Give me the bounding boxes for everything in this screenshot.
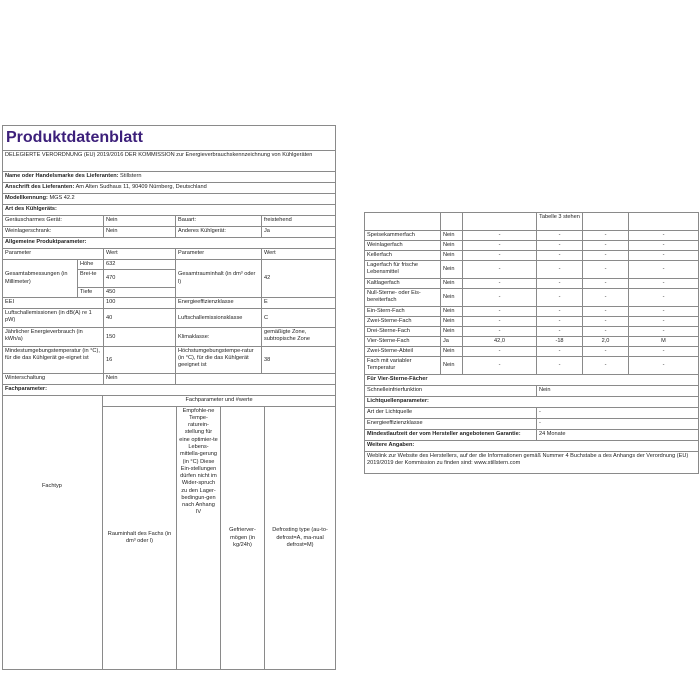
compartment-temperature: -18 xyxy=(537,337,583,347)
type-row xyxy=(3,227,336,238)
compartment-freezing: - xyxy=(583,307,629,317)
compartment-name: Kaltlagerfach xyxy=(365,279,441,289)
more-info-heading: Weitere Angaben: xyxy=(365,441,699,452)
empty-cell xyxy=(3,396,103,670)
winter-label: Winterschaltung xyxy=(3,374,104,385)
compartment-freezing: - xyxy=(583,347,629,357)
compartment-row xyxy=(365,357,699,375)
supplier-name-label: Name oder Handelsmarke des Lieferanten: xyxy=(5,172,119,179)
compartment-freezing: - xyxy=(583,327,629,337)
compartment-volume: - xyxy=(463,231,537,241)
param-label: Mindestumgebungstemperatur (in °C), für die das Kühlgerät ge-eignet ist xyxy=(3,347,104,374)
param-value: E xyxy=(262,298,336,309)
light-type-label: Art der Lichtquelle xyxy=(365,408,537,419)
compartment-temperature: - xyxy=(537,327,583,337)
compartment-name: Zwei-Sterne-Fach xyxy=(365,317,441,327)
value-header: Wert xyxy=(104,249,176,260)
appliance-type-heading: Art des Kühlgeräts: xyxy=(3,205,336,216)
type-value: freistehend xyxy=(262,216,336,227)
param-value: C xyxy=(262,309,336,328)
compartment-freezing: - xyxy=(583,231,629,241)
general-row xyxy=(3,347,336,374)
compartment-freezing: - xyxy=(583,261,629,279)
compartment-defrost: - xyxy=(629,357,699,375)
param-value: 38 xyxy=(262,347,336,374)
height-label: Höhe xyxy=(78,260,104,270)
empty-cell xyxy=(441,213,463,231)
compartment-defrost: - xyxy=(629,289,699,307)
compartment-name: Kellerfach xyxy=(365,251,441,261)
compartment-temperature: - xyxy=(537,317,583,327)
compartment-row xyxy=(365,289,699,307)
compartment-row xyxy=(365,347,699,357)
compartment-temperature: - xyxy=(537,279,583,289)
compartment-defrost: - xyxy=(629,317,699,327)
compartment-present: Nein xyxy=(441,327,463,337)
param-label: Luftschallemissionsklasse xyxy=(176,309,262,328)
compartment-defrost: - xyxy=(629,327,699,337)
page-title: Produktdatenblatt xyxy=(3,126,336,151)
compartment-present: Nein xyxy=(441,357,463,375)
param-label: Jährlicher Energieverbrauch (in kWh/a) xyxy=(3,328,104,347)
compartment-name: Vier-Sterne-Fach xyxy=(365,337,441,347)
compartment-row xyxy=(365,241,699,251)
compartment-temperature: - xyxy=(537,307,583,317)
compartment-volume: 42,0 xyxy=(463,337,537,347)
compartment-present: Nein xyxy=(441,261,463,279)
compartment-freezing: 2,0 xyxy=(583,337,629,347)
depth-label: Tiefe xyxy=(78,288,104,298)
compartment-defrost: - xyxy=(629,241,699,251)
param-header: Parameter xyxy=(176,249,262,260)
warranty-value: 24 Monate xyxy=(537,430,699,441)
compartment-row xyxy=(365,261,699,279)
param-label: EEI xyxy=(3,298,104,309)
fast-freeze-value: Nein xyxy=(537,386,699,397)
compartment-freezing: - xyxy=(583,289,629,307)
compartment-defrost: - xyxy=(629,307,699,317)
more-info-text: Weblink zur Website des Herstellers, auf der die Informationen gemäß Nummer 4 Buchstabe a des Anhangs der Verordnung (EU) 2019/2019 der Kommission zu finden sind: www.stillstern.com xyxy=(365,452,699,474)
compartment-volume: - xyxy=(463,357,537,375)
param-label: Luftschallemissionen (in dB(A) re 1 pW) xyxy=(3,309,104,328)
compartments-table xyxy=(364,212,699,375)
compartment-freezing: - xyxy=(583,317,629,327)
freezing-column-header: Gefrierver-mögen (in kg/24h) xyxy=(221,407,265,670)
model-id: MGS 42.2 xyxy=(49,194,75,201)
compartment-type-header: Fachtyp xyxy=(42,483,62,489)
light-class-value: - xyxy=(537,419,699,430)
compartment-temperature: - xyxy=(537,261,583,279)
param-header-row xyxy=(3,249,336,260)
compartment-present: Nein xyxy=(441,251,463,261)
winter-row xyxy=(3,374,336,385)
compartment-volume: - xyxy=(463,327,537,337)
compartment-temperature: - xyxy=(537,289,583,307)
empty-cell xyxy=(365,213,441,231)
compartment-defrost: - xyxy=(629,231,699,241)
supplier-address: Am Alten Sudhaus 11, 90409 Nürnberg, Deutschland xyxy=(75,183,207,190)
light-source-heading: Lichtquellenparameter: xyxy=(365,397,699,408)
type-value: Nein xyxy=(104,227,176,238)
type-label: Anderes Kühlgerät: xyxy=(176,227,262,238)
param-value: 16 xyxy=(104,347,176,374)
value-header: Wert xyxy=(262,249,336,260)
defrost-column-header: Defrosting type (au-to-defrost=A, ma-nual defrost=M) xyxy=(265,407,336,670)
compartment-name: Weinlagerfach xyxy=(365,241,441,251)
supplier-address-row xyxy=(3,183,336,194)
compartment-row xyxy=(365,317,699,327)
empty-cell xyxy=(583,213,629,231)
param-label: Energieeffizienzklasse xyxy=(176,298,262,309)
supplier-address-label: Anschrift des Lieferanten: xyxy=(5,183,75,190)
param-value: 40 xyxy=(104,309,176,328)
compartment-freezing: - xyxy=(583,251,629,261)
compartment-name: Zwei-Sterne-Abteil xyxy=(365,347,441,357)
light-class-label: Energieeffizienzklasse xyxy=(365,419,537,430)
param-value: gemäßigte Zone, subtropische Zone xyxy=(262,328,336,347)
dimensions-table xyxy=(2,259,336,396)
type-value: Nein xyxy=(104,216,176,227)
compartment-defrost: - xyxy=(629,261,699,279)
supplier-name-row xyxy=(3,172,336,183)
compartment-params-header: Fachparameter und #werte xyxy=(103,396,336,407)
type-label: Weinlagerschrank: xyxy=(3,227,104,238)
volume-value: 42 xyxy=(262,260,336,298)
compartment-volume: - xyxy=(463,347,537,357)
compartment-volume: - xyxy=(463,279,537,289)
compartment-present: Nein xyxy=(441,289,463,307)
compartment-params-heading: Fachparameter: xyxy=(3,385,336,396)
compartment-name: Speisekammerfach xyxy=(365,231,441,241)
compartment-temperature: - xyxy=(537,241,583,251)
general-row xyxy=(3,328,336,347)
compartment-volume: - xyxy=(463,261,537,279)
compartment-name: Lagerfach für frische Lebensmittel xyxy=(365,261,441,279)
height-value: 632 xyxy=(104,260,176,270)
compartment-volume: - xyxy=(463,289,537,307)
type-row xyxy=(3,216,336,227)
volume-label: Gesamtrauminhalt (in dm³ oder l) xyxy=(176,260,262,298)
param-value: 150 xyxy=(104,328,176,347)
general-row xyxy=(3,309,336,328)
compartment-name: Drei-Sterne-Fach xyxy=(365,327,441,337)
compartment-name: Ein-Stern-Fach xyxy=(365,307,441,317)
winter-value: Nein xyxy=(104,374,176,385)
temperature-column-header: Empfohle-ne Tempe-raturein-stellung für eine optimier-te Lebens-mittella-gerung (in °C) Diese Ein-stellungen dürfen nicht im Wider-spruch zu den Lager-bedingun-gen nach Anhang IV xyxy=(177,407,221,670)
compartment-defrost: - xyxy=(629,279,699,289)
regulation-text: DELEGIERTE VERORDNUNG (EU) 2019/2016 DER KOMMISSION zur Energieverbrauchskennzeichnung von Kühlgeräten xyxy=(3,151,336,172)
compartment-freezing: - xyxy=(583,279,629,289)
compartment-volume: - xyxy=(463,307,537,317)
fast-freeze-label: Schnelleinfrierfunktion xyxy=(365,386,537,397)
compartment-freezing: - xyxy=(583,241,629,251)
compartment-temperature: - xyxy=(537,347,583,357)
param-value: 100 xyxy=(104,298,176,309)
compartment-volume: - xyxy=(463,317,537,327)
compartment-name: Fach mit variabler Temperatur xyxy=(365,357,441,375)
compartment-row xyxy=(365,337,699,347)
datasheet-page-1 xyxy=(2,125,335,693)
compartment-volume: - xyxy=(463,251,537,261)
compartment-name: Null-Sterne- oder Eis-bereiterfach xyxy=(365,289,441,307)
compartment-row xyxy=(365,279,699,289)
type-label: Geräuscharmes Gerät: xyxy=(3,216,104,227)
model-label: Modellkennung: xyxy=(5,194,48,201)
general-row xyxy=(3,298,336,309)
compartment-row xyxy=(365,251,699,261)
compartment-volume: - xyxy=(463,241,537,251)
compartment-present: Nein xyxy=(441,279,463,289)
volume-column-header: Rauminhalt des Fachs (in dm³ oder l) xyxy=(103,407,177,670)
compartment-present: Ja xyxy=(441,337,463,347)
compartment-freezing: - xyxy=(583,357,629,375)
compartment-temperature: - xyxy=(537,251,583,261)
general-params-heading: Allgemeine Produktparameter: xyxy=(3,238,336,249)
empty-cell xyxy=(629,213,699,231)
datasheet-page-2 xyxy=(364,212,698,482)
extra-params-table xyxy=(364,374,699,474)
dimensions-label: Gesamtabmessungen (in Millimeter) xyxy=(3,260,78,298)
compartment-row xyxy=(365,231,699,241)
warranty-label: Mindestlaufzeit der vom Hersteller angebotenen Garantie: xyxy=(365,430,537,441)
depth-value: 450 xyxy=(104,288,176,298)
compartment-temperature: - xyxy=(537,357,583,375)
param-header: Parameter xyxy=(3,249,104,260)
model-row xyxy=(3,194,336,205)
type-label: Bauart: xyxy=(176,216,262,227)
param-label: Klimaklasse: xyxy=(176,328,262,347)
compartment-defrost: - xyxy=(629,251,699,261)
supplier-name: Stillstern xyxy=(120,172,142,179)
compartment-table xyxy=(2,395,336,670)
compartment-temperature: - xyxy=(537,231,583,241)
compartment-row xyxy=(365,307,699,317)
compartment-present: Nein xyxy=(441,231,463,241)
datasheet-table-left xyxy=(2,125,336,260)
empty-cell xyxy=(176,374,336,385)
compartment-row xyxy=(365,327,699,337)
width-value: 470 xyxy=(104,270,176,288)
empty-cell xyxy=(463,213,537,231)
light-type-value: - xyxy=(537,408,699,419)
compartment-defrost: M xyxy=(629,337,699,347)
param-label: Höchstumgebungstempe-ratur (in °C), für die das Kühlgerät geeignet ist xyxy=(176,347,262,374)
compartment-defrost: - xyxy=(629,347,699,357)
compartment-present: Nein xyxy=(441,347,463,357)
compartment-present: Nein xyxy=(441,241,463,251)
width-label: Brei-te xyxy=(78,270,104,288)
table3-note: Tabelle 3 stehen xyxy=(537,213,583,231)
type-value: Ja xyxy=(262,227,336,238)
compartment-present: Nein xyxy=(441,307,463,317)
four-star-heading: Für Vier-Sterne-Fächer xyxy=(365,375,699,386)
compartment-present: Nein xyxy=(441,317,463,327)
